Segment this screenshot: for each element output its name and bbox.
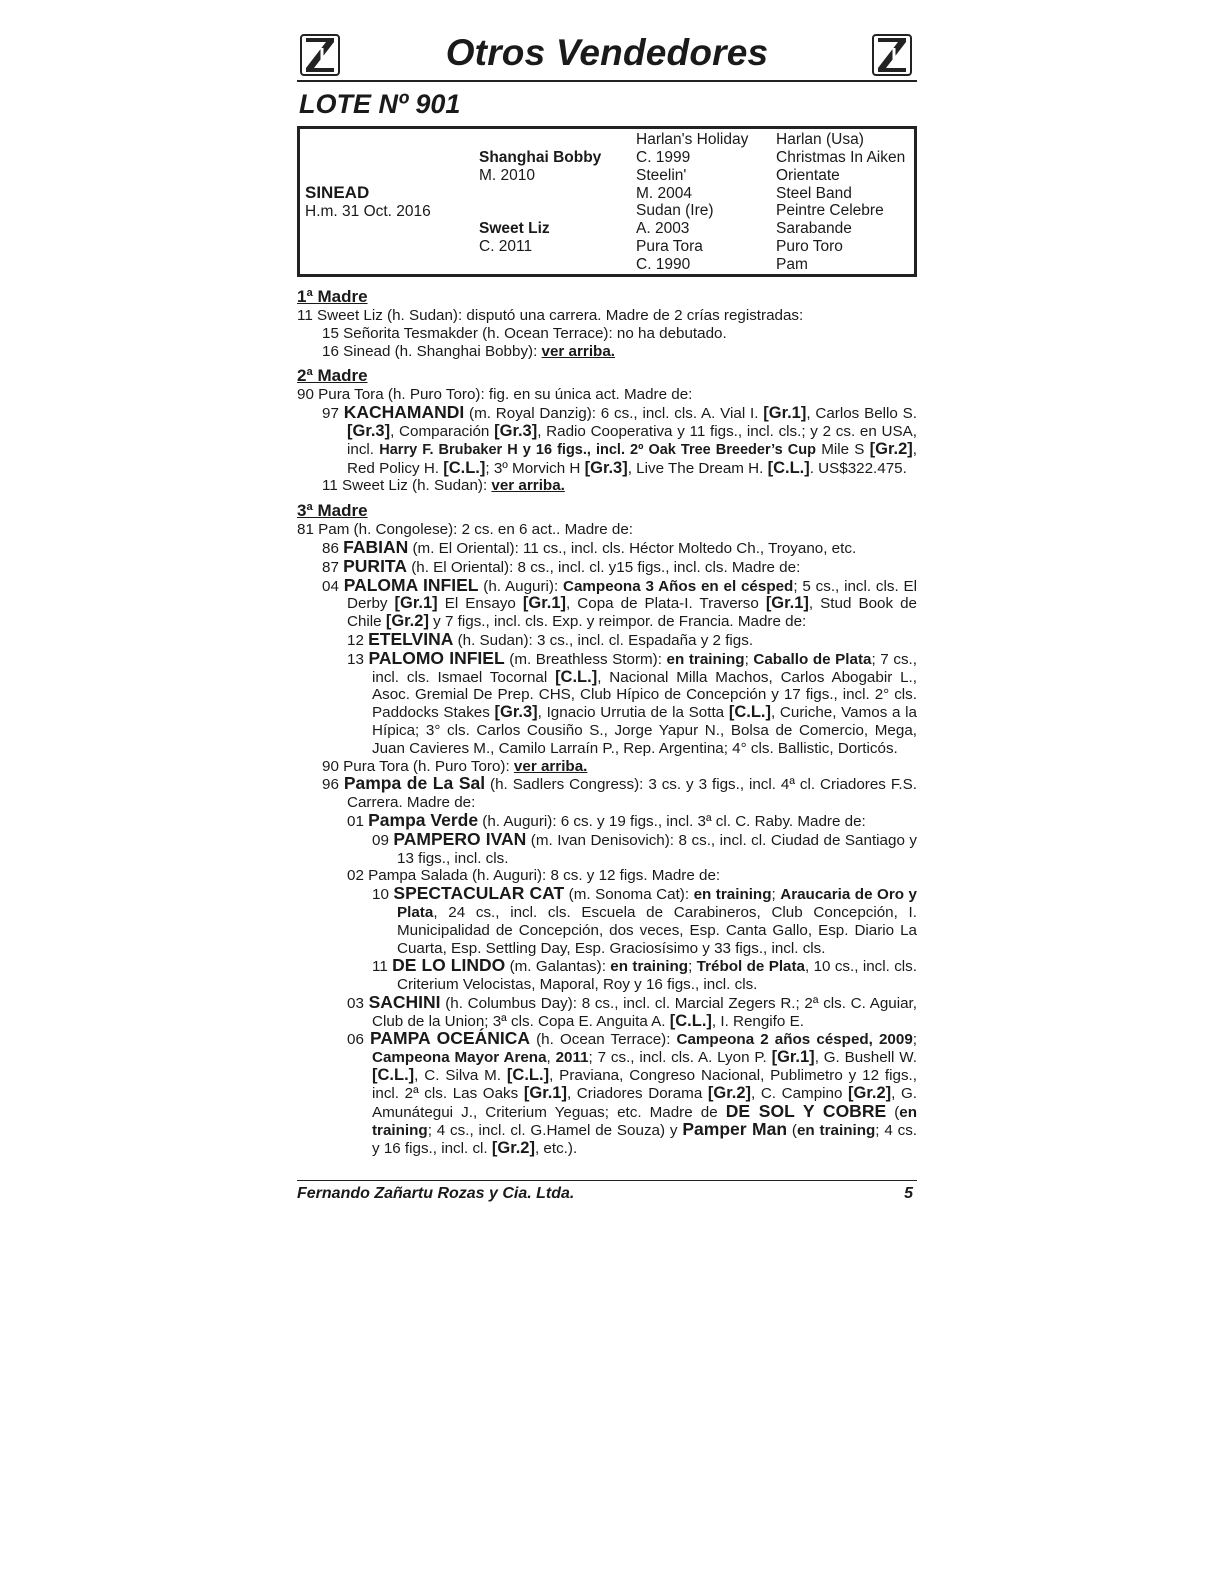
horse-name: SACHINI	[368, 991, 441, 1012]
year: 12	[347, 631, 369, 649]
bold-text: en training	[666, 650, 745, 668]
see-above-link: ver arriba.	[513, 757, 588, 775]
text: (m. Sonoma Cat):	[564, 886, 694, 904]
text: (h. Ocean Terrace):	[530, 1031, 677, 1049]
horse-name: KACHAMANDI	[343, 402, 465, 423]
grade-badge: [Gr.3]	[494, 703, 538, 722]
lot-number: LOTE Nº 901	[299, 89, 461, 119]
grade-badge: [Gr.3]	[347, 421, 391, 440]
year: 04	[322, 577, 344, 595]
text: , C. Silva M.	[414, 1067, 507, 1085]
grade-badge: [Gr.1]	[765, 594, 809, 613]
grade-badge: [C.L.]	[506, 1066, 550, 1085]
see-above-link: ver arriba.	[491, 477, 565, 495]
second-dam-section	[297, 366, 917, 495]
year: 97	[322, 405, 344, 423]
grade-badge: [Gr.1]	[523, 1083, 567, 1102]
text: , Radio Cooperativa y 11 figs., incl. cls.; y 2 cs. en USA, incl.	[347, 422, 917, 458]
text: , Criadores Dorama	[566, 1084, 708, 1102]
horse-name: DE SOL Y COBRE	[725, 1100, 887, 1121]
horse-info: H.m. 31 Oct. 2016	[305, 203, 431, 220]
produce-entry	[297, 404, 917, 477]
gen3-info: A. 2003	[636, 220, 690, 237]
text: Mile S	[815, 440, 870, 458]
text: ;	[912, 1031, 917, 1049]
produce-line: 02 Pampa Salada (h. Auguri): 8 cs. y 12 figs. Madre de:	[347, 867, 721, 885]
text: , 24 cs., incl. cls. Escuela de Carabineros, Club Concepción, I. Municipalidad de Concepción, dos veces, Esp. Canta Gallo, Esp. Diario La Cuarta, Esp. Settling Day, Esp. Graciosísimo y 33 figs., incl. cls.	[397, 903, 917, 957]
gen3-name: Sudan (Ire)	[636, 202, 714, 219]
year: 11	[372, 958, 393, 976]
text: ;	[688, 958, 697, 976]
grade-badge: [Gr.2]	[707, 1083, 751, 1102]
grade-badge: [Gr.1]	[763, 404, 807, 423]
gen3-info: C. 1990	[636, 256, 691, 273]
bold-text: en training	[610, 958, 689, 976]
gen3-info: M. 2004	[636, 185, 693, 202]
dam-line: 11 Sweet Liz (h. Sudan): disputó una carrera. Madre de 2 crías registradas:	[297, 307, 804, 324]
grade-badge: [C.L.]	[728, 703, 771, 722]
bold-text: en training	[372, 1103, 918, 1140]
text: , Stud Book de Chile	[347, 595, 917, 631]
horse-name: DE LO LINDO	[392, 955, 506, 976]
text: y 7 figs., incl. cls. Exp. y reimpor. de Francia. Madre de:	[428, 613, 807, 631]
year: 01	[347, 812, 369, 830]
gen4-name: Peintre Celebre	[776, 202, 884, 219]
bold-text: Campeona Mayor Arena	[372, 1049, 547, 1067]
year: 13	[347, 650, 369, 668]
text: ; 7 cs., incl. cls. A. Lyon P.	[588, 1049, 772, 1067]
gen3-name: Harlan's Holiday	[636, 131, 749, 148]
gen4-name: Orientate	[776, 167, 840, 184]
grade-badge: [Gr.2]	[491, 1139, 535, 1158]
text: (	[787, 1122, 797, 1140]
grade-badge: [Gr.3]	[584, 458, 628, 477]
text: , Curiche, Vamos a la Hípica; 3° cls. Carlos Cousiño S., Jorge Yapur N., Bolsa de Comercio, Mega, Juan Cavieres M., Camilo Larraín P., Rep. Argentina; 4° cls. Ballistic, Dorticós.	[372, 704, 917, 757]
section-title: 2ª Madre	[297, 366, 368, 386]
year: 06	[347, 1031, 370, 1049]
company-name: Fernando Zañartu Rozas y Cia. Ltda.	[297, 1185, 575, 1202]
horse-name: PURITA	[343, 555, 407, 576]
page-header	[297, 30, 917, 82]
gen3-info: C. 1999	[636, 149, 691, 166]
horse-name: ETELVINA	[368, 628, 454, 649]
text: ; 7 cs., incl. cls. Ismael Tocornal	[372, 650, 917, 686]
text: , C. Campino	[751, 1084, 849, 1102]
horse-name: Pamper Man	[682, 1119, 788, 1140]
dam-info: C. 2011	[479, 238, 533, 255]
sire-info: M. 2010	[479, 167, 536, 184]
produce-text: 90 Pura Tora (h. Puro Toro):	[322, 757, 514, 775]
text: (h. Sudan): 3 cs., incl. cl. Espadaña y 2 figs.	[453, 631, 754, 649]
text: , Live The Dream H.	[627, 459, 768, 477]
horse-name: PALOMA INFIEL	[343, 574, 479, 595]
grade-badge: [C.L.]	[555, 667, 598, 686]
bold-text: 2011	[555, 1049, 589, 1067]
page-number: 5	[904, 1185, 913, 1202]
produce-entry	[297, 1030, 917, 1158]
horse-name: PAMPERO IVAN	[393, 828, 527, 849]
text: El Ensayo	[437, 595, 523, 613]
grade-badge: [Gr.1]	[771, 1048, 815, 1067]
horse-name: Pampa Verde	[368, 809, 479, 830]
year: 96	[322, 776, 344, 794]
text: (h. Sadlers Congress): 3 cs. y 3 figs., incl. 4ª cl. Criadores F.S. Carrera. Madre de:	[347, 776, 917, 812]
grade-badge: [C.L.]	[767, 458, 810, 477]
bold-text: Campeona 2 años césped, 2009	[676, 1031, 913, 1049]
text: (h. El Oriental): 8 cs., incl. cl. y15 figs., incl. cls. Madre de:	[406, 558, 801, 576]
grade-badge: [C.L.]	[443, 458, 486, 477]
gen4-name: Puro Toro	[776, 238, 843, 255]
text: ;	[744, 650, 754, 668]
produce-text: 11 Sweet Liz (h. Sudan):	[322, 477, 492, 495]
text: (m. Galantas):	[505, 958, 611, 976]
produce-entry	[297, 957, 917, 994]
text: (h. Auguri):	[478, 577, 564, 595]
section-title: 3ª Madre	[297, 501, 368, 521]
gen4-name: Harlan (Usa)	[776, 131, 864, 148]
produce-entry	[297, 574, 918, 631]
text: (m. Ivan Denisovich): 8 cs., incl. cl. Ciudad de Santiago y 13 figs., incl. cls.	[397, 831, 917, 867]
text: , Ignacio Urrutia de la Sotta	[537, 704, 729, 722]
sire-name: Shanghai Bobby	[479, 149, 602, 166]
grade-badge: [Gr.2]	[385, 612, 429, 631]
horse-name: SINEAD	[305, 183, 370, 202]
text: , G. Bushell W.	[814, 1049, 917, 1067]
horse-name: FABIAN	[343, 536, 409, 557]
dam-line: 81 Pam (h. Congolese): 2 cs. en 6 act.. Madre de:	[297, 521, 633, 539]
dam-line: 90 Pura Tora (h. Puro Toro): fig. en su única act. Madre de:	[297, 386, 693, 404]
horse-name: Pampa de La Sal	[343, 773, 486, 794]
third-dam-section	[297, 501, 917, 1158]
text: (m. El Oriental): 11 cs., incl. cls. Héctor Moltedo Ch., Troyano, etc.	[408, 539, 857, 557]
dam-name: Sweet Liz	[479, 220, 550, 237]
text: , Comparación	[390, 422, 495, 440]
bold-text: Trébol de Plata	[696, 958, 805, 976]
year: 86	[322, 539, 344, 557]
catalog-page	[297, 30, 917, 1158]
bold-text: Caballo de Plata	[753, 650, 872, 668]
grade-badge: [C.L.]	[669, 1011, 712, 1030]
text: ,	[546, 1049, 556, 1067]
text: . US$322.475.	[809, 459, 907, 477]
page-footer	[297, 1180, 917, 1203]
see-above-link: ver arriba.	[541, 342, 615, 360]
grade-badge: [Gr.2]	[869, 439, 913, 458]
produce-line	[297, 477, 917, 495]
grade-badge: [Gr.1]	[522, 594, 567, 613]
gen3-name: Steelin'	[636, 167, 687, 184]
text: , Red Policy H.	[347, 440, 918, 477]
gen4-name: Christmas In Aiken	[776, 149, 906, 166]
pedigree-table	[297, 126, 917, 277]
gen4-name: Pam	[776, 256, 808, 273]
grade-badge: [Gr.3]	[494, 421, 538, 440]
produce-entry	[297, 828, 917, 868]
section-title: 1ª Madre	[297, 287, 368, 306]
grade-badge: [C.L.]	[372, 1066, 415, 1085]
bold-text: Harry F. Brubaker H y 16 figs., incl. 2º Oak Tree Breeder’s Cup	[379, 441, 816, 458]
gen4-name: Sarabande	[776, 220, 852, 237]
bold-text: Araucaria de Oro y Plata	[397, 886, 917, 921]
text: (m. Royal Danzig): 6 cs., incl. cls. A. Vial I.	[464, 405, 764, 423]
year: 09	[372, 831, 394, 849]
text: ; 5 cs., incl. cls. El Derby	[347, 577, 918, 613]
produce-entry	[297, 991, 917, 1031]
produce-entry	[297, 885, 917, 957]
produce-line	[297, 343, 917, 361]
text: , Carlos Bello S.	[806, 405, 917, 423]
zl-monogram-logo-icon	[872, 34, 912, 76]
text: , Praviana, Congreso Nacional, Publimetro y 12 figs., incl. 2ª cls. Las Oaks	[372, 1067, 918, 1102]
first-dam-section	[297, 287, 917, 360]
bold-text: Campeona 3 Años en el césped	[563, 577, 794, 595]
produce-line	[297, 809, 917, 831]
produce-entry	[297, 647, 917, 758]
produce-entry	[297, 775, 917, 812]
text: , G. Amunátegui J., Criterium Yeguas; etc. Madre de	[372, 1084, 918, 1121]
text: , I. Rengifo E.	[711, 1012, 804, 1030]
year: 03	[347, 994, 369, 1012]
text: (h. Columbus Day): 8 cs., incl. cl. Marcial Zegers R.; 2ª cls. C. Aguiar, Club de la Union; 3ª cls. Copa E. Anguita A.	[372, 994, 917, 1030]
year: 10	[372, 886, 394, 904]
text: ; 3º Morvich H	[485, 459, 585, 477]
page-title: Otros Vendedores	[445, 32, 769, 73]
text: (h. Auguri): 6 cs. y 19 figs., incl. 3ª cl. C. Raby. Madre de:	[478, 812, 866, 830]
text: , etc.).	[534, 1140, 578, 1158]
text: , Nacional Milla Machos, Carlos Abogabir L., Asoc. Gremial De Prep. CHS, Club Hípico de Concepción y 17 figs., incl. 2° cls. Paddocks Stakes	[372, 668, 917, 722]
horse-name: PAMPA OCEÁNICA	[370, 1028, 531, 1049]
grade-badge: [Gr.1]	[394, 594, 438, 613]
text: , Copa de Plata-I. Traverso	[566, 595, 766, 613]
gen3-name: Pura Tora	[636, 238, 703, 255]
text: ;	[771, 886, 781, 904]
text: (m. Breathless Storm):	[504, 650, 667, 668]
text: ; 4 cs., incl. cl. G.Hamel de Souza) y	[427, 1122, 683, 1140]
gen4-name: Steel Band	[776, 185, 852, 202]
horse-name: SPECTACULAR CAT	[393, 883, 565, 904]
text: (	[886, 1103, 900, 1121]
bold-text: en training	[693, 886, 772, 904]
text: ; 4 cs. y 16 figs., incl. cl.	[372, 1122, 918, 1158]
horse-name: PALOMO INFIEL	[368, 647, 505, 668]
grade-badge: [Gr.2]	[848, 1083, 892, 1102]
produce-line: 15 Señorita Tesmakder (h. Ocean Terrace): no ha debutado.	[322, 324, 727, 342]
year: 87	[322, 558, 344, 576]
bold-text: en training	[796, 1122, 876, 1140]
produce-text: 16 Sinead (h. Shanghai Bobby):	[322, 342, 542, 360]
text: , 10 cs., incl. cls. Criterium Velocistas, Maporal, Roy y 16 figs., incl. cls.	[397, 958, 917, 994]
